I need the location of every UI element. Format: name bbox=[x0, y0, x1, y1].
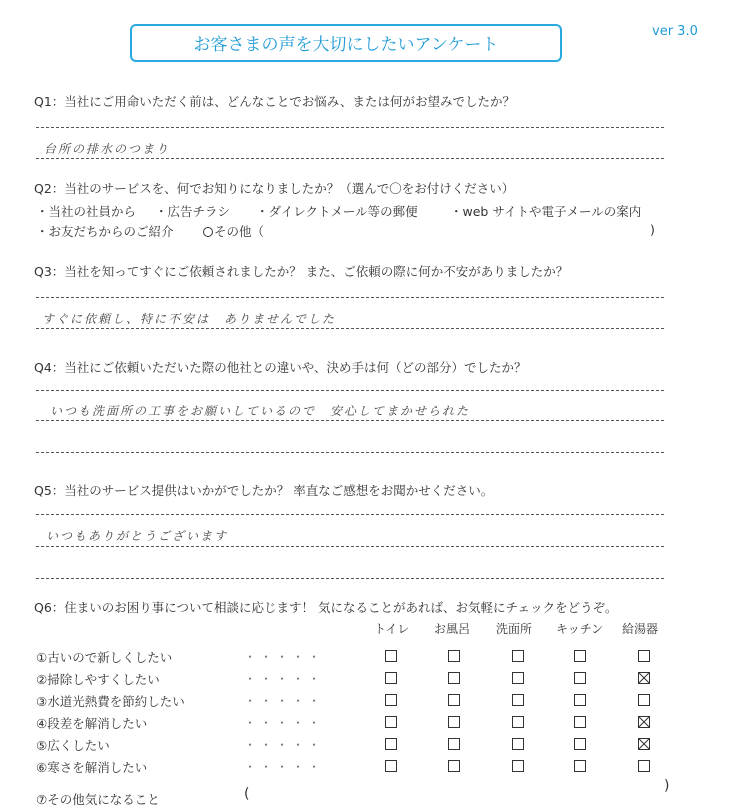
checkbox-お風呂[interactable] bbox=[448, 760, 460, 772]
checkbox-給湯器[interactable] bbox=[638, 694, 650, 706]
q2-option-other-label: その他（ bbox=[214, 224, 265, 239]
column-header-water-heater: 給湯器 bbox=[622, 622, 659, 636]
checkbox-トイレ[interactable] bbox=[385, 672, 397, 684]
q2-option-mail[interactable]: ・ダイレクトメール等の郵便 bbox=[256, 204, 418, 219]
q4-line-3 bbox=[36, 452, 664, 453]
checkbox-トイレ[interactable] bbox=[385, 650, 397, 662]
q6-row-label: ②掃除しやすくしたい bbox=[36, 672, 160, 687]
q5-question: Q5：当社のサービス提供はいかがでしたか？ 率直なご感想をお聞かせください。 bbox=[34, 483, 494, 498]
q6-row-label: ④段差を解消したい bbox=[36, 716, 148, 731]
q6-row-label: ①古いので新しくしたい bbox=[36, 650, 173, 665]
q1-answer[interactable]: 台所の排水のつまり bbox=[44, 142, 171, 156]
selected-circle-icon bbox=[203, 227, 213, 237]
q3-question: Q3：当社を知ってすぐにご依頼されましたか？ また、ご依頼の際に何か不安がありましたか？ bbox=[34, 264, 569, 279]
q6-row-leader-dots: ・・・・・ bbox=[244, 760, 325, 774]
q4-question: Q4：当社にご依頼いただいた際の他社との違いや、決め手は何（どの部分）でしたか？ bbox=[34, 360, 527, 375]
checkbox-キッチン[interactable] bbox=[574, 694, 586, 706]
checkbox-給湯器[interactable] bbox=[638, 650, 650, 662]
checkbox-給湯器[interactable] bbox=[638, 760, 650, 772]
q2-option-friend[interactable]: ・お友だちからのご紹介 bbox=[36, 224, 174, 239]
q5-line-1 bbox=[36, 514, 664, 515]
checkbox-トイレ[interactable] bbox=[385, 716, 397, 728]
column-header-toilet: トイレ bbox=[374, 622, 410, 636]
checkbox-給湯器[interactable] bbox=[638, 672, 650, 684]
q6-other-close-paren: ) bbox=[664, 778, 670, 794]
checkbox-洗面所[interactable] bbox=[512, 672, 524, 684]
q4-line-2 bbox=[36, 420, 664, 421]
checkbox-洗面所[interactable] bbox=[512, 738, 524, 750]
q5-line-3 bbox=[36, 578, 664, 579]
checkbox-洗面所[interactable] bbox=[512, 694, 524, 706]
q5-answer[interactable]: いつもありがとうございます bbox=[46, 529, 229, 543]
q6-question: Q6：住まいのお困り事について相談に応じます！ 気になることがあれば、お気軽にチェックをどうぞ。 bbox=[34, 600, 618, 615]
q4-answer[interactable]: いつも洗面所の工事をお願いしているので 安心してまかせられた bbox=[50, 404, 471, 418]
q6-row-label: ③水道光熱費を節約したい bbox=[36, 694, 185, 709]
checkbox-給湯器[interactable] bbox=[638, 738, 650, 750]
column-header-washroom: 洗面所 bbox=[496, 622, 533, 636]
checkbox-お風呂[interactable] bbox=[448, 650, 460, 662]
q4-line-1 bbox=[36, 390, 664, 391]
q2-option-other[interactable] bbox=[203, 222, 264, 240]
checkbox-キッチン[interactable] bbox=[574, 650, 586, 662]
checkbox-キッチン[interactable] bbox=[574, 716, 586, 728]
q3-line-2 bbox=[36, 328, 664, 329]
q2-option-flyer[interactable]: ・広告チラシ bbox=[155, 204, 231, 219]
checkbox-お風呂[interactable] bbox=[448, 738, 460, 750]
checkbox-キッチン[interactable] bbox=[574, 738, 586, 750]
q2-option-staff[interactable]: ・当社の社員から bbox=[36, 204, 137, 219]
checkbox-トイレ[interactable] bbox=[385, 694, 397, 706]
q3-line-1 bbox=[36, 297, 664, 298]
q3-answer[interactable]: すぐに依頼し、特に不安は ありませんでした bbox=[42, 312, 337, 326]
q6-other-open-paren: ( bbox=[244, 786, 250, 802]
checkbox-洗面所[interactable] bbox=[512, 716, 524, 728]
checkbox-お風呂[interactable] bbox=[448, 716, 460, 728]
q6-row-leader-dots: ・・・・・ bbox=[244, 672, 325, 686]
checkbox-洗面所[interactable] bbox=[512, 760, 524, 772]
q6-row-leader-dots: ・・・・・ bbox=[244, 738, 325, 752]
q6-other-label: ⑦その他気になること bbox=[36, 792, 160, 807]
checkbox-お風呂[interactable] bbox=[448, 672, 460, 684]
checkbox-給湯器[interactable] bbox=[638, 716, 650, 728]
q6-row-label: ⑤広くしたい bbox=[36, 738, 110, 753]
checkbox-トイレ[interactable] bbox=[385, 738, 397, 750]
q2-other-close-paren: ) bbox=[650, 222, 655, 237]
q1-line-2 bbox=[36, 158, 664, 159]
checkbox-トイレ[interactable] bbox=[385, 760, 397, 772]
q2-option-web[interactable]: ・web サイトや電子メールの案内 bbox=[450, 204, 642, 219]
q6-row-label: ⑥寒さを解消したい bbox=[36, 760, 148, 775]
checkbox-洗面所[interactable] bbox=[512, 650, 524, 662]
q5-line-2 bbox=[36, 546, 664, 547]
q1-line-1 bbox=[36, 127, 664, 128]
column-header-bath: お風呂 bbox=[434, 622, 471, 636]
q6-row-leader-dots: ・・・・・ bbox=[244, 716, 325, 730]
q6-row-leader-dots: ・・・・・ bbox=[244, 694, 325, 708]
q1-question: Q1：当社にご用命いただく前は、どんなことでお悩み、または何がお望みでしたか？ bbox=[34, 94, 516, 109]
q6-row-leader-dots: ・・・・・ bbox=[244, 650, 325, 664]
checkbox-キッチン[interactable] bbox=[574, 760, 586, 772]
checkbox-お風呂[interactable] bbox=[448, 694, 460, 706]
version-label: ver 3.0 bbox=[652, 24, 698, 39]
checkbox-キッチン[interactable] bbox=[574, 672, 586, 684]
column-header-kitchen: キッチン bbox=[556, 622, 604, 636]
q2-question: Q2：当社のサービスを、何でお知りになりましたか？（選んで〇をお付けください） bbox=[34, 181, 515, 196]
survey-title: お客さまの声を大切にしたいアンケート bbox=[130, 24, 562, 62]
